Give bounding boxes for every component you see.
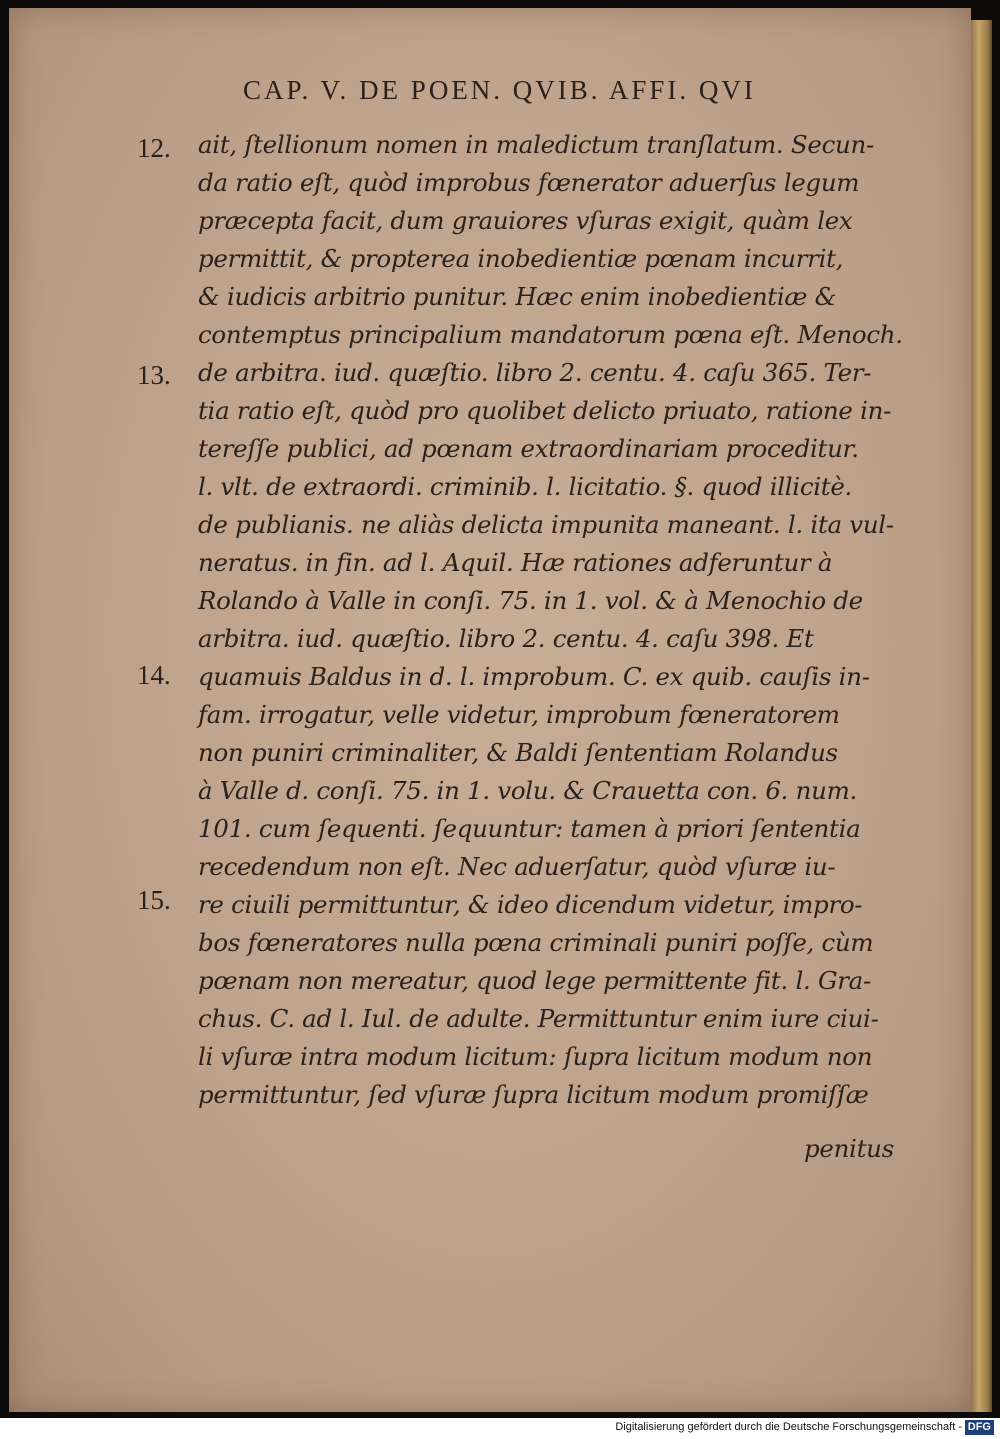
text-line: de arbitra. iud. quæſtio. libro 2. centu. 4. caſu 365. Ter- — [198, 358, 872, 387]
text-line: da ratio eſt, quòd improbus fœnerator aduerſus legum — [198, 168, 860, 197]
text-line: arbitra. iud. quæſtio. libro 2. centu. 4. caſu 398. Et — [198, 624, 814, 653]
text-line: re ciuili permittuntur, & ideo dicendum videtur, impro- — [198, 890, 863, 919]
text-line: chus. C. ad l. Iul. de adulte. Permittuntur enim iure ciui- — [198, 1004, 879, 1033]
dfg-logo-icon: DFG — [965, 1420, 994, 1435]
text-line: tia ratio eſt, quòd pro quolibet delicto priuato, ratione in- — [198, 396, 892, 425]
page-edge — [970, 20, 992, 1412]
text-line: fam. irrogatur, velle videtur, improbum fœneratorem — [198, 700, 840, 729]
text-line: bos fœneratores nulla pœna criminali puniri poſſe, cùm — [198, 928, 874, 957]
text-line: ait, ſtellionum nomen in maledictum tranſlatum. Secun- — [198, 130, 874, 159]
margin-number-14: 14. — [137, 660, 171, 690]
text-line: non puniri criminaliter, & Baldi ſententiam Rolandus — [198, 738, 838, 767]
text-line: præcepta facit, dum grauiores vſuras exigit, quàm lex — [198, 206, 853, 235]
footer-credit: Digitalisierung gefördert durch die Deutsche Forschungsgemeinschaft - — [615, 1421, 962, 1433]
margin-number-12: 12. — [137, 133, 171, 163]
catchword: penitus — [804, 1134, 894, 1163]
text-line: l. vlt. de extraordi. criminib. l. licitatio. §. quod illicitè. — [198, 472, 853, 501]
margin-number-13: 13. — [137, 360, 171, 390]
text-line: permittuntur, ſed vſuræ ſupra licitum modum promiſſæ — [198, 1080, 869, 1109]
text-line: pœnam non mereatur, quod lege permittente fit. l. Gra- — [198, 966, 871, 995]
text-line: contemptus principalium mandatorum pœna eſt. Menoch. — [198, 320, 903, 349]
text-line: quamuis Baldus in d. l. improbum. C. ex quib. cauſis in- — [198, 662, 870, 691]
text-line: li vſuræ intra modum licitum: ſupra licitum modum non — [198, 1042, 873, 1071]
text-line: neratus. in fin. ad l. Aquil. Hæ rationes adferuntur à — [198, 548, 833, 577]
text-line: de publianis. ne aliàs delicta impunita maneant. l. ita vul- — [198, 510, 894, 539]
text-line: 101. cum ſequenti. ſequuntur: tamen à priori ſententia — [198, 814, 861, 843]
text-line: à Valle d. conſi. 75. in 1. volu. & Crauetta con. 6. num. — [198, 776, 857, 805]
text-line: & iudicis arbitrio punitur. Hæc enim inobedientiæ & — [198, 282, 837, 311]
running-header: CAP. V. DE POEN. QVIB. AFFI. QVI — [243, 75, 756, 105]
text-line: recedendum non eſt. Nec aduerſatur, quòd vſuræ iu- — [198, 852, 836, 881]
text-line: permittit, & propterea inobedientiæ pœnam incurrit, — [198, 244, 844, 273]
text-line: Rolando à Valle in conſi. 75. in 1. vol. & à Menochio de — [198, 586, 863, 615]
footer-bar — [0, 1418, 1000, 1439]
margin-number-15: 15. — [137, 885, 171, 915]
text-line: tereſſe publici, ad pœnam extraordinariam proceditur. — [198, 434, 859, 463]
